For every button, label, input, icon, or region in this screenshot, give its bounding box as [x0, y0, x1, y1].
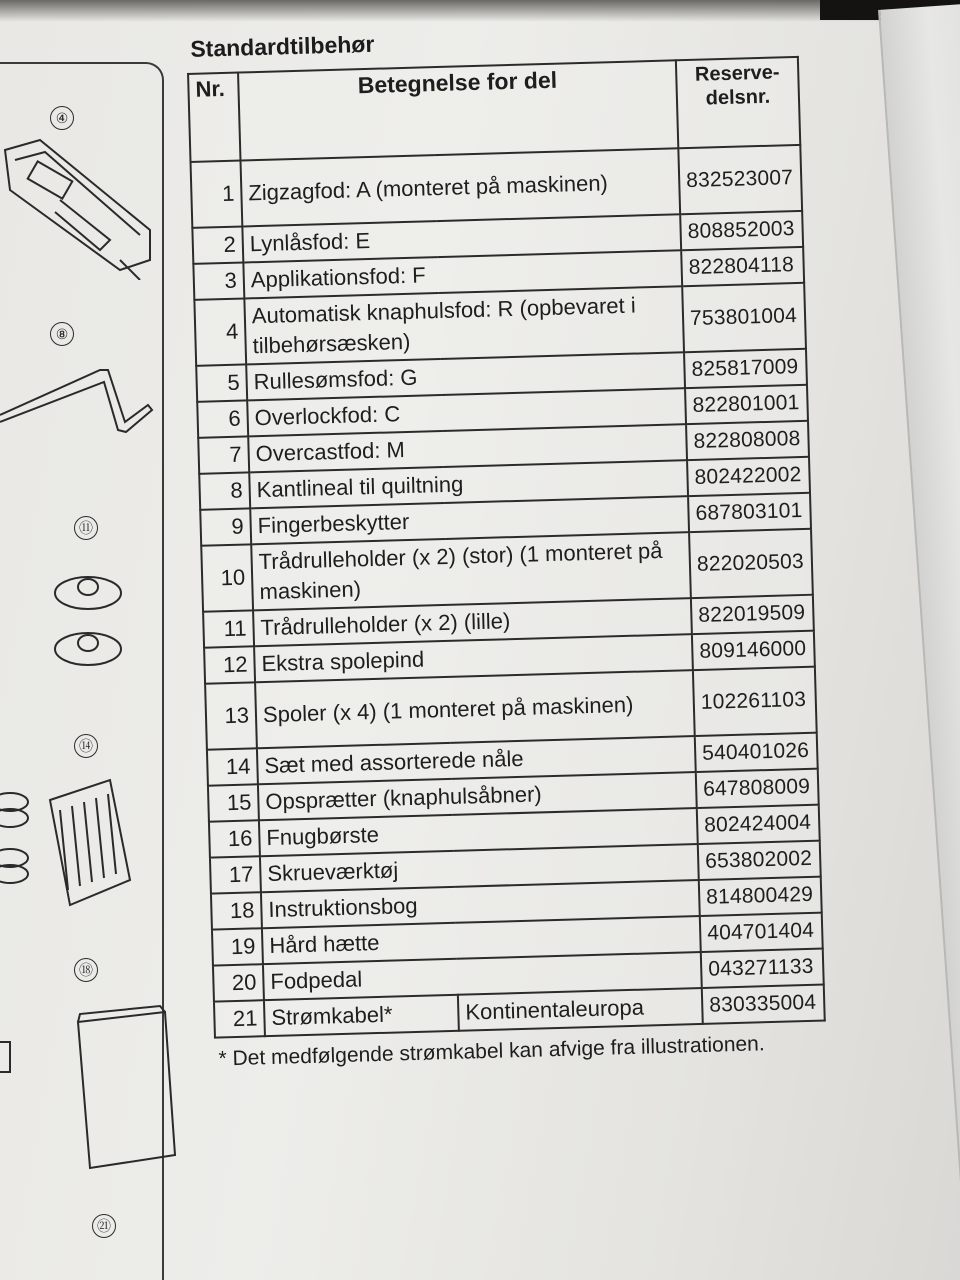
row-number: 13 [205, 682, 257, 749]
row-part-number: 809146000 [692, 631, 815, 670]
row-part-number: 102261103 [693, 667, 817, 736]
row-name: Overcastfod: M [248, 424, 687, 472]
row-name: Hård hætte [262, 916, 701, 964]
row-part-number: 830335004 [702, 985, 825, 1024]
column-header-name: Betegnelse for del [238, 60, 678, 160]
row-name: Trådrulleholder (x 2) (stor) (1 monteret på maskinen) [251, 532, 691, 610]
parts-table [187, 56, 826, 1039]
needle-set-illustration [0, 770, 140, 910]
row-part-number: 822804118 [681, 247, 804, 286]
row-number: 20 [213, 964, 264, 1001]
row-number: 5 [196, 364, 247, 401]
row-number: 19 [212, 928, 263, 965]
row-number: 16 [209, 820, 260, 857]
instruction-book-illustration [0, 1000, 180, 1180]
row-name: Kantlineal til quiltning [249, 460, 688, 508]
row-part-number: 814800429 [699, 877, 822, 916]
row-part-number: 832523007 [678, 145, 802, 214]
figure-label-8: ⑧ [50, 322, 74, 346]
row-number: 3 [193, 262, 244, 299]
figure-label-14: ⑭ [74, 734, 98, 758]
row-number: 14 [207, 748, 258, 785]
row-part-number: 822801001 [685, 385, 808, 424]
row-part-number: 822019509 [691, 595, 814, 634]
row-number: 4 [194, 298, 246, 365]
section-title: Standardtilbehør [189, 30, 375, 62]
row-part-number: 540401026 [695, 733, 818, 772]
row-number: 1 [191, 161, 243, 228]
row-number: 9 [200, 508, 251, 545]
row-name: Opsprætter (knaphulsåbner) [258, 772, 697, 820]
row-number: 17 [210, 856, 261, 893]
row-part-number: 043271133 [701, 949, 824, 988]
row-number: 11 [203, 610, 254, 647]
row-number: 21 [214, 1000, 265, 1037]
row-name: Sæt med assorterede nåle [257, 736, 696, 784]
column-header-nr: Nr. [188, 73, 240, 162]
zigzag-foot-illustration [0, 130, 160, 280]
row-name: Skrueværktøj [260, 844, 699, 892]
row-part-number: 822020503 [689, 529, 813, 598]
row-number: 18 [211, 892, 262, 929]
row-part-number: 687803101 [688, 493, 811, 532]
row-part-number: 653802002 [698, 841, 821, 880]
quilting-guide-illustration [0, 360, 160, 440]
footnote: * Det medfølgende strømkabel kan afvige fra illustrationen. [218, 1032, 765, 1071]
row-name: Ekstra spolepind [254, 634, 693, 682]
row-number: 6 [197, 400, 248, 437]
row-number: 7 [198, 436, 249, 473]
row-number: 12 [204, 646, 255, 683]
spool-caps-illustration [50, 565, 130, 675]
row-name: Rullesømsfod: G [246, 352, 685, 400]
row-part-number: 822808008 [686, 421, 809, 460]
row-name: Zigzagfod: A (monteret på maskinen) [240, 148, 680, 226]
figure-label-18: ⑱ [74, 958, 98, 982]
row-name: Applikationsfod: F [243, 250, 682, 298]
row-part-number: 753801004 [682, 283, 806, 352]
accessories-section [186, 18, 875, 1072]
row-name: Automatisk knaphulsfod: R (opbevaret i tilbehørsæsken) [244, 286, 684, 364]
row-part-number: 802424004 [697, 805, 820, 844]
row-part-number: 825817009 [684, 349, 807, 388]
row-part-number: 808852003 [680, 211, 803, 250]
figure-label-4: ④ [50, 106, 74, 130]
parts-table-body [191, 145, 824, 1002]
row-number: 10 [201, 544, 253, 611]
row-name: Instruktionsbog [261, 880, 700, 928]
row-number: 8 [199, 472, 250, 509]
column-header-ref: Reserve-delsnr. [676, 57, 800, 148]
row-name: Trådrulleholder (x 2) (lille) [253, 598, 692, 646]
row-name: Fingerbeskytter [250, 496, 689, 544]
row-name: Overlockfod: C [247, 388, 686, 436]
row-name: Strømkabel* [264, 995, 459, 1036]
row-number: 15 [208, 784, 259, 821]
row-name: Spoler (x 4) (1 monteret på maskinen) [255, 670, 695, 748]
row-name: Fnugbørste [259, 808, 698, 856]
row-part-number: 802422002 [687, 457, 810, 496]
row-region: Kontinentaleuropa [458, 988, 703, 1031]
row-name: Lynlåsfod: E [242, 214, 681, 262]
adjacent-page-edge [878, 1, 960, 1280]
table-header-row [188, 57, 800, 162]
row-part-number: 647808009 [696, 769, 819, 808]
figure-label-21: ㉑ [92, 1214, 116, 1238]
row-part-number: 404701404 [700, 913, 823, 952]
row-name: Fodpedal [263, 952, 702, 1000]
figure-label-11: ⑪ [74, 516, 98, 540]
row-number: 2 [192, 227, 243, 264]
